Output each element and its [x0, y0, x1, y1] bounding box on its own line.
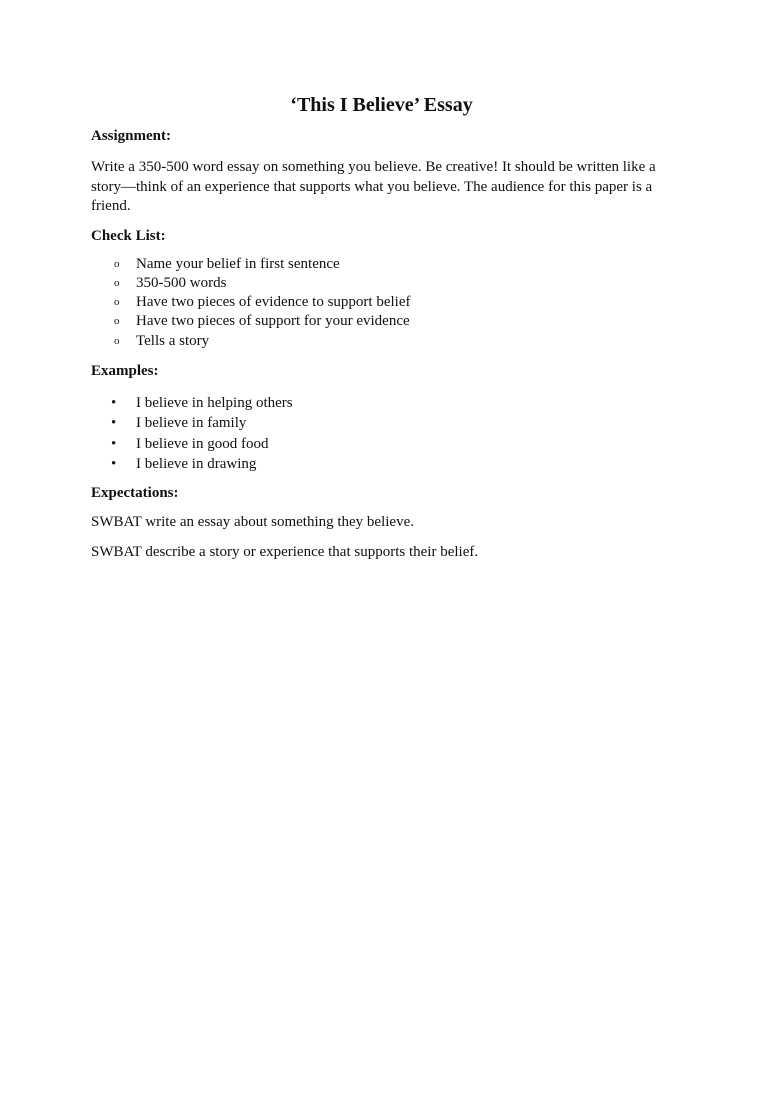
checklist-item — [91, 274, 668, 293]
expectation-line: SWBAT describe a story or experience that supports their belief. — [91, 543, 479, 560]
assignment-text: Write a 350-500 word essay on something you believe. Be creative! It should be written like a story—think of an experience that supports what you believe. The audience for this paper is a friend. — [91, 159, 656, 214]
circle-bullet-icon: o — [114, 257, 120, 270]
expectation-line: SWBAT write an essay about something they believe. — [91, 514, 414, 531]
checklist-item-text: 350-500 words — [136, 274, 227, 291]
checklist-item-text: Tells a story — [136, 332, 210, 349]
example-item — [91, 434, 668, 454]
expectations-heading: Expectations: — [91, 485, 179, 502]
document-page — [0, 93, 768, 1117]
bullet-icon: • — [111, 394, 117, 411]
checklist-item-text: Name your belief in first sentence — [136, 255, 340, 272]
bullet-icon: • — [111, 415, 117, 432]
circle-bullet-icon: o — [114, 276, 120, 289]
examples-list — [91, 393, 668, 474]
checklist-item — [91, 255, 668, 274]
example-item — [91, 454, 668, 474]
circle-bullet-icon: o — [114, 315, 120, 328]
document-title: ‘This I Believe’ Essay — [290, 94, 473, 116]
checklist — [91, 255, 668, 351]
assignment-heading: Assignment: — [91, 128, 172, 144]
example-item — [91, 413, 668, 433]
checklist-heading: Check List: — [91, 227, 166, 244]
example-item-text: I believe in good food — [136, 435, 269, 452]
bullet-icon: • — [111, 455, 117, 472]
checklist-item — [91, 312, 668, 331]
checklist-item-text: Have two pieces of evidence to support belief — [136, 294, 411, 311]
example-item-text: I believe in helping others — [136, 394, 293, 411]
circle-bullet-icon: o — [114, 296, 120, 309]
example-item — [91, 393, 668, 413]
example-item-text: I believe in drawing — [136, 455, 257, 472]
checklist-item — [91, 293, 668, 312]
circle-bullet-icon: o — [114, 334, 120, 347]
bullet-icon: • — [111, 435, 117, 452]
examples-heading: Examples: — [91, 362, 159, 379]
checklist-item-text: Have two pieces of support for your evidence — [136, 313, 410, 330]
checklist-item — [91, 332, 668, 351]
example-item-text: I believe in family — [136, 415, 247, 432]
